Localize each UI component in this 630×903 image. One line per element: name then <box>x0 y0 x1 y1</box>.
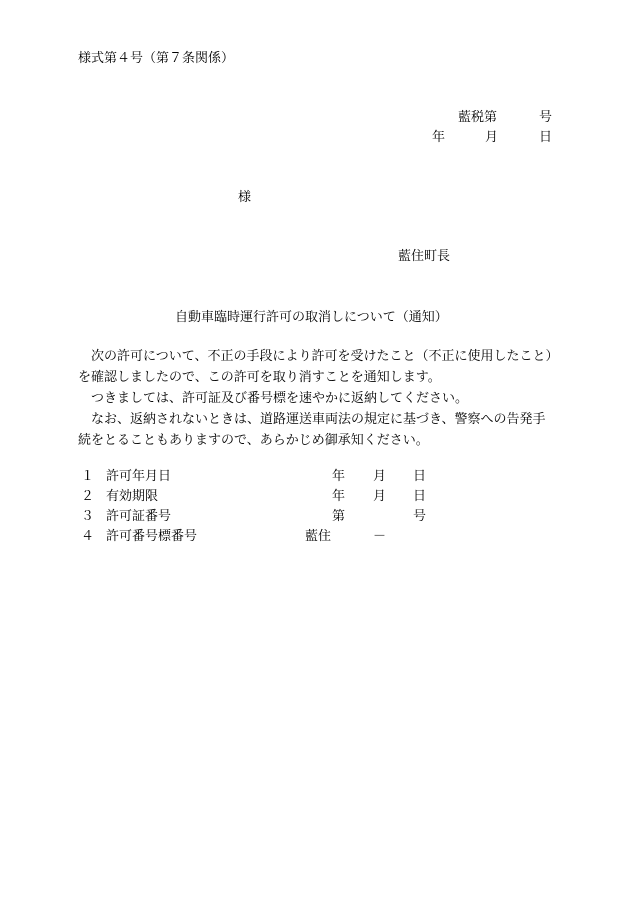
item-label: 許可証番号 <box>106 509 172 524</box>
item-label: 許可番号標番号 <box>106 529 198 544</box>
item-value-3: 日 <box>413 489 427 504</box>
body-paragraph-1: 次の許可について、不正の手段により許可を受けたこと（不正に使用したこと）を確認しましたので、この許可を取り消すことを通知します。 <box>78 349 552 385</box>
item-value-1: 藍住 <box>305 529 332 544</box>
item-value-3: 日 <box>413 469 427 484</box>
item-value-2: 月 <box>373 469 387 484</box>
sender: 藍住町長 <box>398 249 451 264</box>
item-value-1: 年 <box>332 469 346 484</box>
item-value-1: 第 <box>332 509 346 524</box>
form-number: 様式第４号（第７条関係） <box>78 51 235 66</box>
doc-number-suffix: 号 <box>539 110 553 125</box>
date-month: 月 <box>485 130 499 145</box>
item-number: ２ <box>81 489 95 504</box>
addressee-honorific: 様 <box>238 190 252 205</box>
item-number: １ <box>81 469 95 484</box>
date-day: 日 <box>539 130 553 145</box>
document-title: 自動車臨時運行許可の取消しについて（通知） <box>175 310 448 325</box>
item-value-1: 年 <box>332 489 346 504</box>
item-value-2: － <box>373 529 387 544</box>
item-number: ４ <box>81 529 95 544</box>
item-value-3: 号 <box>413 509 427 524</box>
item-number: ３ <box>81 509 95 524</box>
item-label: 許可年月日 <box>106 469 172 484</box>
date-year: 年 <box>432 130 446 145</box>
item-value-2: 月 <box>373 489 387 504</box>
body-paragraph-3: なお、返納されないときは、道路運送車両法の規定に基づき、警察への告発手続をとることもありますので、あらかじめ御承知ください。 <box>78 412 546 448</box>
item-label: 有効期限 <box>106 489 159 504</box>
doc-number-prefix: 藍税第 <box>458 110 498 125</box>
body-paragraph-2: つきましては、許可証及び番号標を速やかに返納してください。 <box>78 391 469 406</box>
